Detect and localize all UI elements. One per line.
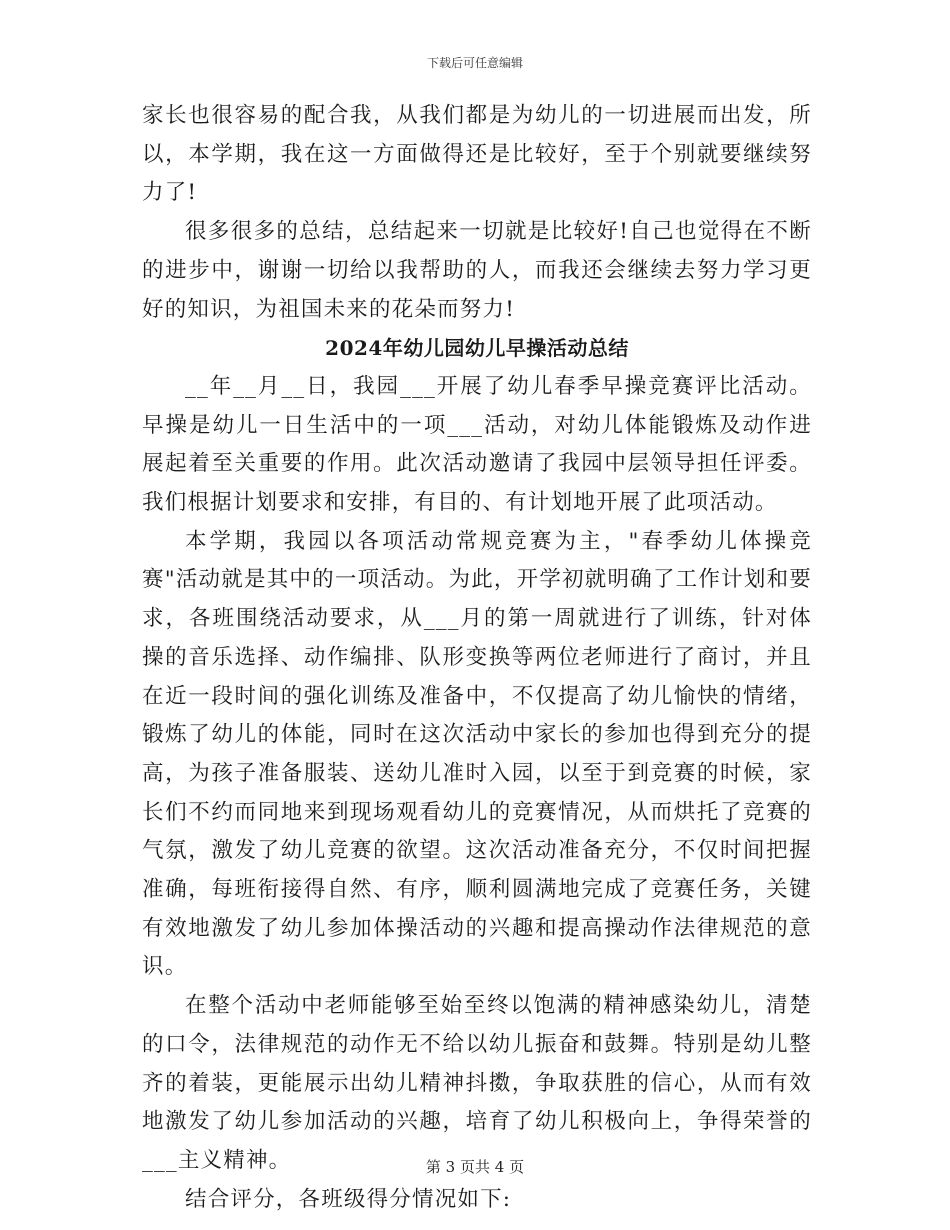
paragraph-activity: 本学期，我园以各项活动常规竞赛为主，"春季幼儿体操竞赛"活动就是其中的一项活动。为此，开学初就明确了工作计划和要求，各班围绕活动要求，从___月的第一周就进行了训练，针对体操的音乐选择、动作编排、队形变换等两位老师进行了商讨，并且在近一段时间的强化训练及准备中，不仅提高了幼儿愉快的情绪，锻炼了幼儿的体能，同时在这次活动中家长的参加也得到充分的提高，为孩子准备服装、送幼儿准时入园，以至于到竞赛的时候，家长们不约而同地来到现场观看幼儿的竞赛情况，从而烘托了竞赛的气氛，激发了幼儿竞赛的欲望。这次活动准备充分，不仅时间把握准确，每班衔接得自然、有序，顺利圆满地完成了竞赛任务，关键有效地激发了幼儿参加体操活动的兴趣和提高操动作法律规范的意识。	[142, 528, 812, 980]
paragraph-continuation: 家长也很容易的配合我，从我们都是为幼儿的一切进展而出发，所以，本学期，我在这一方面做得还是比较好，至于个别就要继续努力了!	[142, 103, 812, 206]
paragraph-teachers: 在整个活动中老师能够至始至终以饱满的精神感染幼儿，清楚的口令，法律规范的动作无不给以幼儿振奋和鼓舞。特别是幼儿整齐的着装，更能展示出幼儿精神抖擞，争取获胜的信心，从而有效地激发了幼儿参加活动的兴趣，培育了幼儿积极向上，争得荣誉的___主义精神。	[142, 993, 812, 1173]
paragraph-intro: __年__月__日，我园___开展了幼儿春季早操竞赛评比活动。早操是幼儿一日生活中的一项___活动，对幼儿体能锻炼及动作进展起着至关重要的作用。此次活动邀请了我园中层领导担任评委。我们根据计划要求和安排，有目的、有计划地开展了此项活动。	[142, 373, 812, 516]
document-body	[142, 97, 812, 1219]
paragraph-closing: 很多很多的总结，总结起来一切就是比较好!自己也觉得在不断的进步中，谢谢一切给以我帮助的人，而我还会继续去努力学习更好的知识，为祖国未来的花朵而努力!	[142, 219, 812, 322]
page-footer: 第 3 页共 4 页	[425, 1158, 525, 1176]
header-note: 下载后可任意编辑	[426, 56, 523, 70]
paragraph-scores-intro: 结合评分，各班级得分情况如下:	[185, 1186, 512, 1212]
document-title: 2024年幼儿园幼儿早操活动总结	[325, 336, 629, 361]
